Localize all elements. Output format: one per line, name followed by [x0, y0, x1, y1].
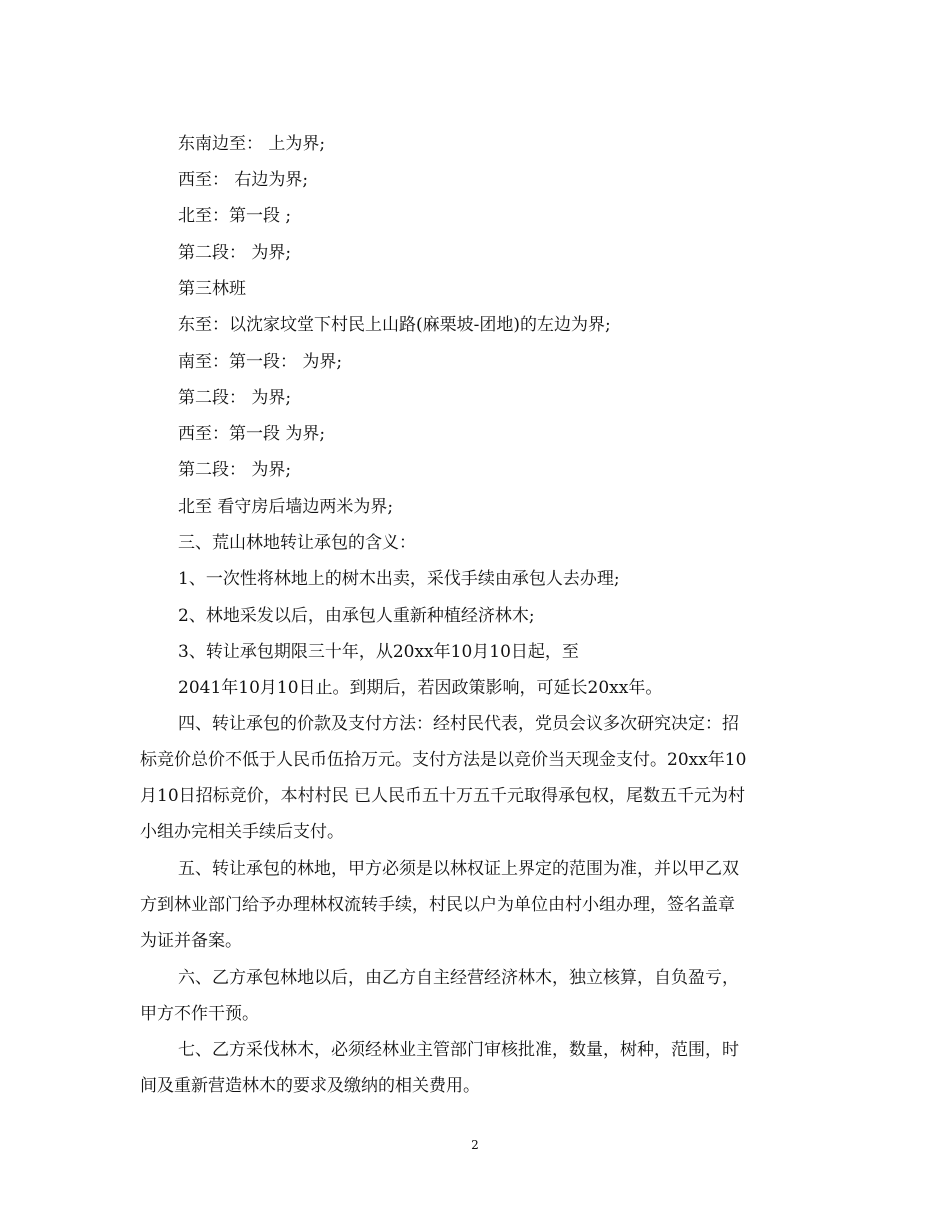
- paragraph-line: 六、乙方承包林地以后，由乙方自主经营经济林木，独立核算，自负盈亏，: [178, 968, 739, 988]
- paragraph-7: [140, 1032, 812, 1104]
- section-heading: 第三林班: [178, 279, 246, 299]
- paragraph-5: [140, 851, 812, 959]
- paragraph-6: [140, 960, 812, 1032]
- paragraph-line: 五、转让承包的林地，甲方必须是以林权证上界定的范围为准，并以甲乙双: [178, 859, 739, 879]
- paragraph-4: [140, 706, 812, 850]
- paragraph-line: 甲方不作干预。: [140, 1004, 259, 1024]
- text-line: 西至：第一段 为界;: [178, 424, 326, 444]
- paragraph-line: 为证并备案。: [140, 931, 242, 951]
- text-line: 2041年10月10日止。到期后，若因政策影响，可延长20xx年。: [178, 678, 663, 698]
- text-line: 北至 看守房后墙边两米为界;: [178, 497, 394, 517]
- text-line: 西至： 右边为界;: [178, 170, 309, 190]
- text-line: 第二段： 为界;: [178, 243, 292, 263]
- section-heading: 三、荒山林地转让承包的含义：: [178, 533, 416, 553]
- text-line: 东至：以沈家坟堂下村民上山路(麻栗坡-团地)的左边为界;: [178, 315, 611, 335]
- text-line: 东南边至： 上为界;: [178, 134, 326, 154]
- text-line: 南至：第一段： 为界;: [178, 352, 343, 372]
- page-number: 2: [471, 1138, 479, 1152]
- paragraph-line: 间及重新营造林木的要求及缴纳的相关费用。: [140, 1076, 480, 1096]
- paragraph-line: 标竞价总价不低于人民币伍拾万元。支付方法是以竞价当天现金支付。20xx年10: [140, 750, 747, 770]
- list-item: 1、一次性将林地上的树木出卖，采伐手续由承包人去办理;: [178, 569, 620, 589]
- list-item: 3、转让承包期限三十年，从20xx年10月10日起，至: [178, 642, 579, 662]
- paragraph-line: 七、乙方采伐林木，必须经林业主管部门审核批准，数量，树种，范围，时: [178, 1040, 739, 1060]
- paragraph-line: 方到林业部门给予办理林权流转手续，村民以户为单位由村小组办理，签名盖章: [140, 895, 735, 915]
- text-line: 第二段： 为界;: [178, 388, 292, 408]
- list-item: 2、林地采发以后，由承包人重新种植经济林木;: [178, 606, 535, 626]
- paragraph-line: 四、转让承包的价款及支付方法：经村民代表，党员会议多次研究决定：招: [178, 714, 739, 734]
- text-line: 第二段： 为界;: [178, 460, 292, 480]
- paragraph-line: 小组办完相关手续后支付。: [140, 822, 344, 842]
- paragraph-line: 月10日招标竞价，本村村民 已人民币五十万五千元取得承包权，尾数五千元为村: [140, 786, 746, 806]
- text-line: 北至：第一段 ;: [178, 206, 292, 226]
